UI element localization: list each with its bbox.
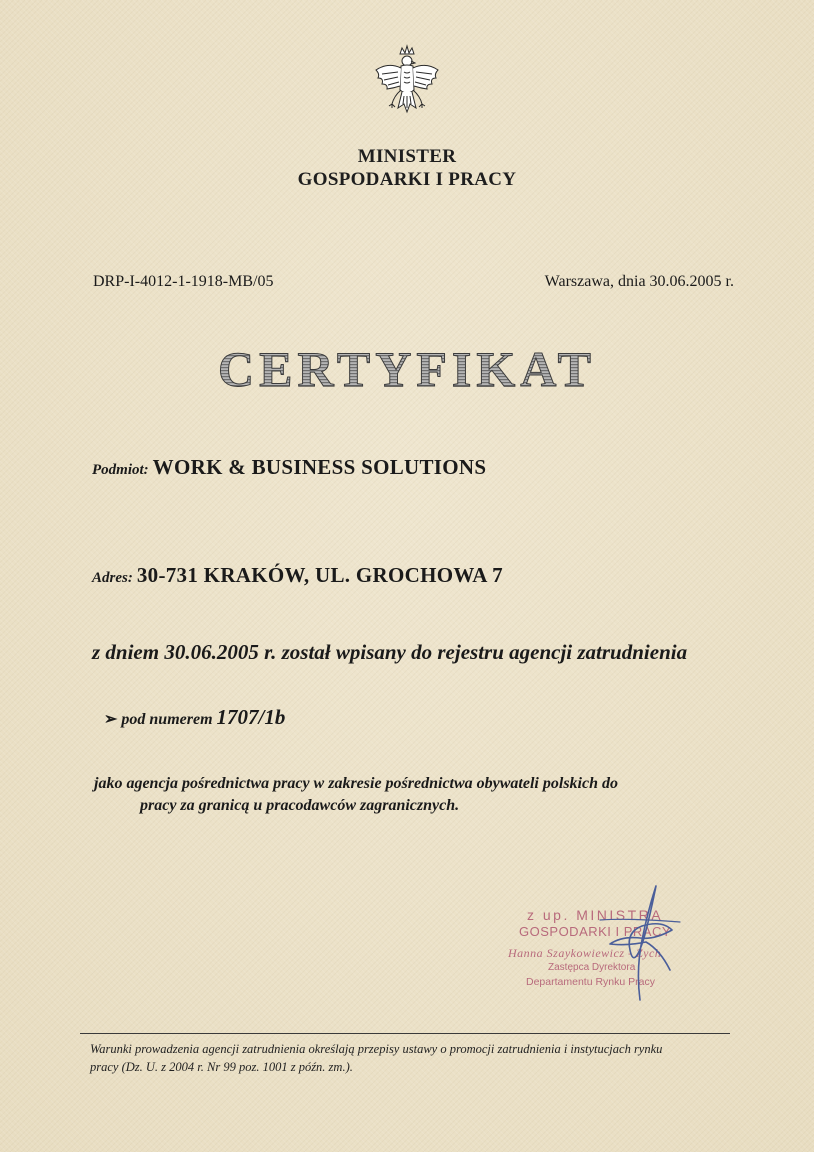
address-label: Adres: xyxy=(92,570,133,586)
handwritten-signature xyxy=(570,880,690,1010)
scope-paragraph xyxy=(94,773,734,817)
certificate-title xyxy=(0,340,814,400)
entity-label: Podmiot: xyxy=(92,462,149,478)
place-and-date: Warszawa, dnia 30.06.2005 r. xyxy=(544,273,734,290)
stamp-line-1: z up. MINISTRA xyxy=(527,907,664,923)
stamp-line-5: Departamentu Rynku Pracy xyxy=(526,976,655,988)
authority-line-2: GOSPODARKI I PRACY xyxy=(297,169,517,190)
registry-number-row xyxy=(104,705,285,730)
registry-number-label: pod numerem xyxy=(121,711,213,728)
footnote-line-1: Warunki prowadzenia agencji zatrudnienia określają przepisy ustawy o promocji zatrudnienia i instytucjach rynku xyxy=(90,1042,663,1056)
footnote-line-2: pracy (Dz. U. z 2004 r. Nr 99 poz. 1001 z późn. zm.). xyxy=(90,1060,353,1074)
reference-number: DRP-I-4012-1-1918-MB/05 xyxy=(93,273,274,290)
entity-name: WORK & BUSINESS SOLUTIONS xyxy=(152,455,487,479)
official-stamp xyxy=(490,880,710,1010)
registration-statement: z dniem 30.06.2005 r. został wpisany do rejestru agencji zatrudnienia xyxy=(92,640,688,664)
entity-row xyxy=(92,455,486,480)
address-row xyxy=(92,563,503,588)
stamp-line-2: GOSPODARKI I PRACY xyxy=(519,924,672,939)
scope-line-1: jako agencja pośrednictwa pracy w zakresie pośrednictwa obywateli polskich do xyxy=(94,775,618,792)
certificate-title-text: CERTYFIKAT xyxy=(218,341,596,397)
registry-number-value: 1707/1b xyxy=(216,705,286,729)
footnote-divider xyxy=(80,1033,730,1034)
footnote xyxy=(90,1040,750,1076)
stamp-line-3: Hanna Szaykowiewicz - Zych xyxy=(508,946,662,960)
address-value: 30-731 KRAKÓW, UL. GROCHOWA 7 xyxy=(136,563,503,587)
stamp-line-4: Zastępca Dyrektora xyxy=(548,962,636,973)
arrow-bullet-icon: ➢ xyxy=(104,711,118,728)
authority-line-1: MINISTER xyxy=(357,146,457,167)
eagle-emblem-icon xyxy=(370,44,444,128)
scope-line-2: pracy za granicą u pracodawców zagranicznych. xyxy=(140,797,460,814)
